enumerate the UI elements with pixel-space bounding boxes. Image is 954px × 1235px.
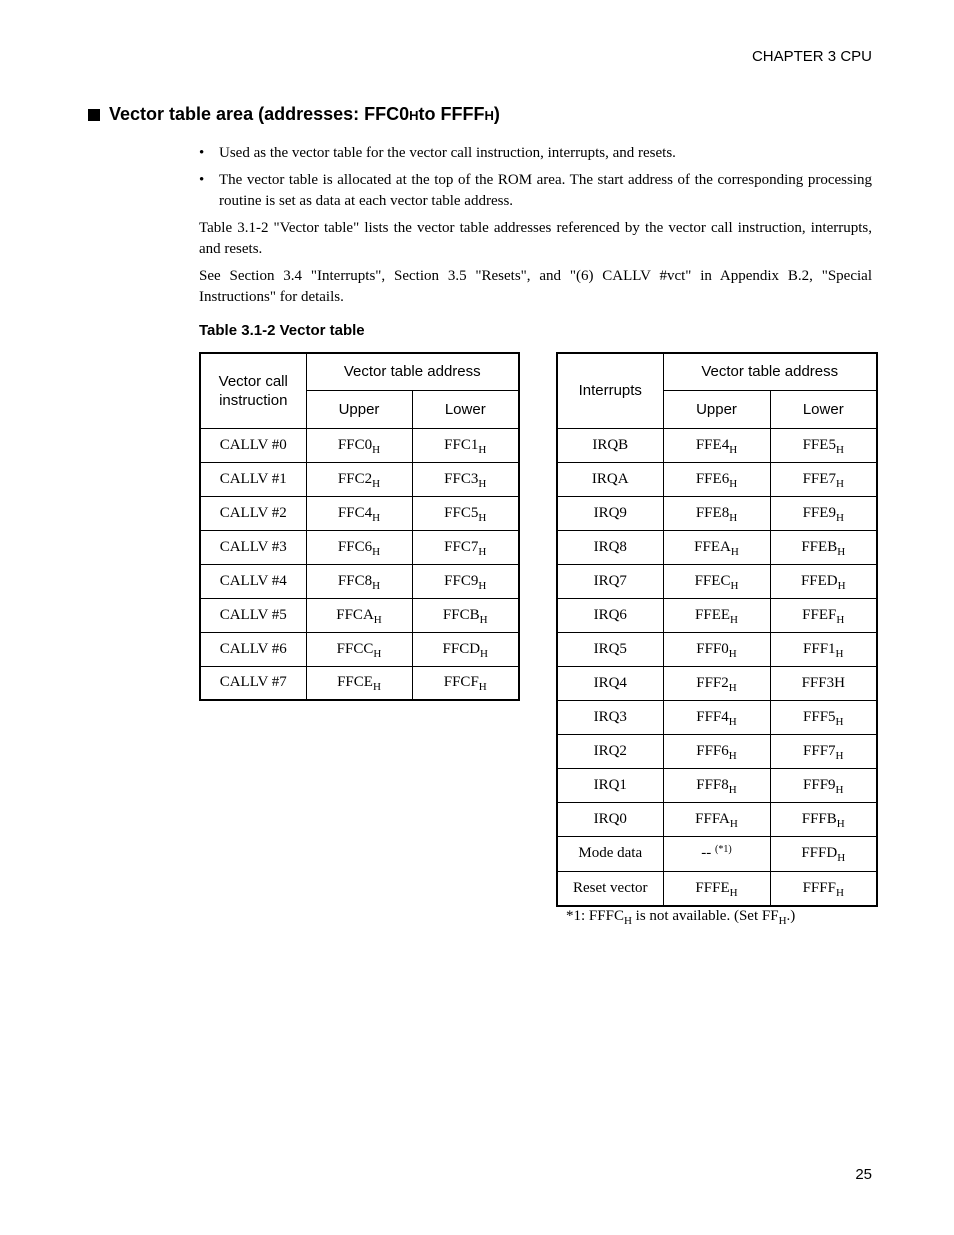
upper-address-value: FFCC	[336, 640, 374, 657]
footnote-suffix: .)	[786, 908, 796, 924]
lower-address-value: FFE7	[802, 470, 836, 487]
lower-address-cell	[412, 496, 519, 530]
row-label-cell: IRQ5	[557, 632, 663, 666]
interrupt-vector-table	[556, 352, 878, 907]
paragraph: See Section 3.4 "Interrupts", Section 3.5 "Resets", and "(6) CALLV #vct" in Appendix B.2, "Special Instructions" for details.	[199, 268, 872, 305]
upper-address-value: FFCE	[337, 674, 373, 691]
footnote-prefix: *1: FFFC	[566, 908, 624, 924]
header-upper: Upper	[663, 390, 770, 428]
upper-address-suffix: H	[728, 749, 737, 762]
table-row	[200, 598, 519, 632]
lower-address-value: FFFF	[802, 879, 836, 896]
bullet-dot: •	[199, 145, 205, 161]
table-row	[557, 496, 877, 530]
upper-address-value: FFFE	[695, 879, 730, 896]
lower-address-value: FFC5	[444, 504, 479, 521]
lower-address-value: FFF7	[803, 742, 836, 759]
row-label-cell: Reset vector	[557, 871, 663, 906]
row-label-cell: CALLV #7	[200, 666, 306, 700]
upper-address-cell	[663, 768, 770, 802]
lower-address-value: FFCD	[442, 640, 481, 657]
table-footnote	[566, 908, 795, 925]
upper-address-value: FFFA	[695, 810, 730, 827]
upper-address-suffix: H	[728, 681, 737, 694]
upper-address-value: FFCA	[336, 606, 374, 623]
upper-address-suffix: H	[373, 613, 382, 626]
upper-address-cell	[306, 666, 412, 700]
chapter-header: CHAPTER 3 CPU	[751, 48, 872, 65]
bullet-text: The vector table is allocated at the top of the ROM area. The start address of the corresponding processing routine is set as data at each vector table address.	[219, 172, 872, 209]
upper-address-cell	[306, 632, 412, 666]
lower-address-suffix: H	[478, 545, 487, 558]
row-label-cell: IRQB	[557, 428, 663, 462]
lower-address-value: FFED	[800, 572, 838, 589]
section-title-prefix: Vector table area (addresses: FFC0	[109, 104, 410, 124]
header-upper: Upper	[306, 390, 412, 428]
upper-address-cell	[663, 836, 770, 871]
upper-address-value: FFEA	[694, 538, 731, 555]
lower-address-cell	[412, 428, 519, 462]
upper-address-value: FFF4	[696, 708, 729, 725]
row-label-cell: IRQ6	[557, 598, 663, 632]
lower-address-suffix: H	[836, 817, 845, 830]
row-label-cell: CALLV #3	[200, 530, 306, 564]
upper-address-suffix: H	[730, 545, 739, 558]
table-row	[557, 462, 877, 496]
lower-address-suffix: H	[478, 579, 487, 592]
row-label-cell: IRQ3	[557, 700, 663, 734]
table-row	[557, 632, 877, 666]
upper-address-suffix: H	[729, 817, 738, 830]
table-row	[200, 428, 519, 462]
table-row	[200, 462, 519, 496]
upper-address-cell	[306, 598, 412, 632]
upper-address-suffix: H	[372, 443, 381, 456]
lower-address-cell	[770, 666, 877, 700]
lower-address-value: FFEF	[802, 606, 837, 623]
lower-address-value: FFEB	[801, 538, 838, 555]
upper-address-cell	[306, 462, 412, 496]
lower-address-cell	[770, 734, 877, 768]
lower-address-suffix: H	[479, 613, 488, 626]
row-label-cell: CALLV #4	[200, 564, 306, 598]
upper-address-value: FFF6	[696, 742, 729, 759]
table-row	[557, 666, 877, 700]
table-row	[557, 836, 877, 871]
lower-address-suffix: H	[837, 545, 846, 558]
upper-address-suffix: H	[730, 613, 738, 626]
row-label-cell: IRQ4	[557, 666, 663, 700]
upper-address-suffix: H	[728, 715, 737, 728]
table-row	[200, 496, 519, 530]
lower-address-cell	[770, 700, 877, 734]
footnote-sub2: H	[778, 915, 787, 927]
row-label-cell: CALLV #2	[200, 496, 306, 530]
upper-address-suffix: H	[728, 647, 737, 660]
lower-address-cell	[770, 564, 877, 598]
vector-call-table	[199, 352, 520, 701]
row-label-cell: CALLV #1	[200, 462, 306, 496]
lower-address-cell	[770, 632, 877, 666]
upper-address-cell	[663, 530, 770, 564]
lower-address-value: FFF1	[803, 640, 836, 657]
upper-address-value: FFC8	[337, 572, 373, 589]
footnote-sub1: H	[623, 915, 632, 927]
lower-address-suffix: H	[478, 511, 487, 524]
upper-address-note: (*1)	[715, 844, 732, 855]
table-row	[200, 632, 519, 666]
upper-address-suffix: H	[372, 681, 381, 694]
lower-address-cell	[770, 836, 877, 871]
lower-address-suffix: H	[835, 443, 844, 456]
row-label-cell: IRQ8	[557, 530, 663, 564]
lower-address-value: FFC9	[444, 572, 479, 589]
upper-address-suffix: H	[730, 579, 739, 592]
lower-address-value: FFCF	[443, 674, 479, 691]
upper-address-cell	[663, 428, 770, 462]
table-row	[200, 666, 519, 700]
lower-address-suffix: H	[478, 443, 487, 456]
upper-address-suffix: H	[728, 783, 737, 796]
upper-address-suffix: H	[372, 511, 381, 524]
header-interrupts: Interrupts	[557, 353, 663, 428]
lower-address-cell	[770, 802, 877, 836]
upper-address-suffix: H	[372, 579, 381, 592]
lower-address-value: FFCB	[442, 606, 480, 623]
section-title-suffix: )	[493, 104, 500, 124]
table-row	[557, 428, 877, 462]
upper-address-cell	[663, 666, 770, 700]
upper-address-value: FFC0	[337, 436, 373, 453]
lower-address-value: FFC3	[444, 470, 479, 487]
header-vector-call-instruction: Vector call instruction	[200, 353, 306, 428]
row-label-cell: CALLV #0	[200, 428, 306, 462]
lower-address-value: FFFB	[801, 810, 837, 827]
header-lower: Lower	[770, 390, 877, 428]
lower-address-suffix: H	[835, 477, 844, 490]
paragraph: Table 3.1-2 "Vector table" lists the vector table addresses referenced by the vector call instruction, interrupts, and resets.	[199, 220, 872, 257]
row-label-cell: IRQ1	[557, 768, 663, 802]
header-lower: Lower	[412, 390, 519, 428]
row-label-cell: IRQ9	[557, 496, 663, 530]
lower-address-suffix: H	[835, 511, 844, 524]
upper-address-suffix: H	[729, 511, 738, 524]
row-label-cell: CALLV #5	[200, 598, 306, 632]
lower-address-cell	[412, 666, 519, 700]
upper-address-cell	[306, 564, 412, 598]
lower-address-suffix: H	[478, 477, 487, 490]
lower-address-cell	[412, 598, 519, 632]
upper-address-suffix: H	[729, 477, 738, 490]
upper-address-cell	[306, 428, 412, 462]
section-title: Vector table area (addresses: FFC0 H to FFFF H )	[88, 104, 500, 125]
upper-address-value: FFE8	[695, 504, 730, 521]
black-square-icon	[88, 109, 100, 121]
lower-address-suffix: H	[478, 681, 487, 694]
upper-address-cell	[663, 632, 770, 666]
upper-address-cell	[663, 462, 770, 496]
upper-address-cell	[663, 598, 770, 632]
lower-address-value: FFF3H	[801, 674, 845, 691]
table-row	[557, 598, 877, 632]
lower-address-value: FFF9	[803, 776, 836, 793]
table-row	[200, 530, 519, 564]
lower-address-suffix: H	[835, 749, 844, 762]
section-title-mid: to FFFF	[418, 104, 485, 124]
page-number: 25	[855, 1166, 872, 1183]
row-label-cell: IRQ0	[557, 802, 663, 836]
lower-address-cell	[412, 632, 519, 666]
upper-address-value: FFF2	[696, 674, 729, 691]
bullet-item	[199, 143, 872, 164]
header-vector-table-address: Vector table address	[306, 353, 519, 390]
lower-address-suffix: H	[480, 647, 488, 660]
lower-address-value: FFFD	[801, 845, 838, 861]
lower-address-cell	[412, 564, 519, 598]
lower-address-suffix: H	[835, 647, 844, 660]
lower-address-value: FFE9	[802, 504, 836, 521]
row-label-cell: IRQ7	[557, 564, 663, 598]
lower-address-cell	[770, 871, 877, 906]
lower-address-cell	[770, 598, 877, 632]
bullet-text: Used as the vector table for the vector call instruction, interrupts, and resets.	[219, 145, 676, 161]
lower-address-value: FFC7	[444, 538, 479, 555]
upper-address-suffix: H	[372, 477, 381, 490]
row-label-cell: IRQ2	[557, 734, 663, 768]
upper-address-cell	[306, 496, 412, 530]
table-caption: Table 3.1-2 Vector table	[199, 322, 365, 339]
table-row	[557, 734, 877, 768]
upper-address-value: FFE4	[695, 436, 730, 453]
bullet-item	[199, 170, 872, 212]
upper-address-suffix: H	[729, 443, 738, 456]
lower-address-suffix: H	[835, 783, 844, 796]
bullet-dot: •	[199, 172, 205, 188]
upper-address-cell	[306, 530, 412, 564]
upper-address-value: FFEE	[695, 606, 731, 623]
lower-address-suffix: H	[835, 886, 844, 899]
table-row	[557, 871, 877, 906]
lower-address-suffix: H	[836, 613, 845, 626]
table-row	[557, 802, 877, 836]
lower-address-value: FFE5	[802, 436, 836, 453]
upper-address-suffix: H	[372, 545, 381, 558]
upper-address-suffix: H	[373, 647, 382, 660]
upper-address-value: FFEC	[694, 572, 731, 589]
upper-address-value: FFC2	[337, 470, 373, 487]
upper-address-cell	[663, 496, 770, 530]
lower-address-value: FFC1	[444, 436, 479, 453]
upper-address-suffix: H	[729, 886, 738, 899]
lower-address-cell	[770, 530, 877, 564]
upper-address-cell	[663, 734, 770, 768]
table-row	[557, 530, 877, 564]
lower-address-cell	[770, 462, 877, 496]
upper-address-cell	[663, 700, 770, 734]
upper-address-value: FFC4	[337, 504, 373, 521]
table-row	[557, 768, 877, 802]
upper-address-value: FFF0	[696, 640, 729, 657]
header-vector-table-address: Vector table address	[663, 353, 877, 390]
upper-address-value: FFC6	[337, 538, 373, 555]
lower-address-cell	[770, 768, 877, 802]
row-label-cell: IRQA	[557, 462, 663, 496]
upper-address-cell	[663, 802, 770, 836]
footnote-middle: is not available. (Set FF	[631, 908, 779, 924]
upper-address-cell	[663, 871, 770, 906]
row-label-cell: CALLV #6	[200, 632, 306, 666]
lower-address-cell	[770, 496, 877, 530]
lower-address-cell	[412, 462, 519, 496]
lower-address-suffix: H	[835, 715, 844, 728]
upper-address-cell	[663, 564, 770, 598]
lower-address-value: FFF5	[803, 708, 836, 725]
lower-address-cell	[412, 530, 519, 564]
table-row	[557, 564, 877, 598]
lower-address-suffix: H	[837, 852, 846, 864]
lower-address-cell	[770, 428, 877, 462]
row-label-cell: Mode data	[557, 836, 663, 871]
upper-address-value: FFE6	[695, 470, 730, 487]
lower-address-suffix: H	[837, 579, 846, 592]
table-row	[557, 700, 877, 734]
upper-address-value: --	[701, 845, 712, 861]
upper-address-value: FFF8	[696, 776, 729, 793]
table-row	[200, 564, 519, 598]
